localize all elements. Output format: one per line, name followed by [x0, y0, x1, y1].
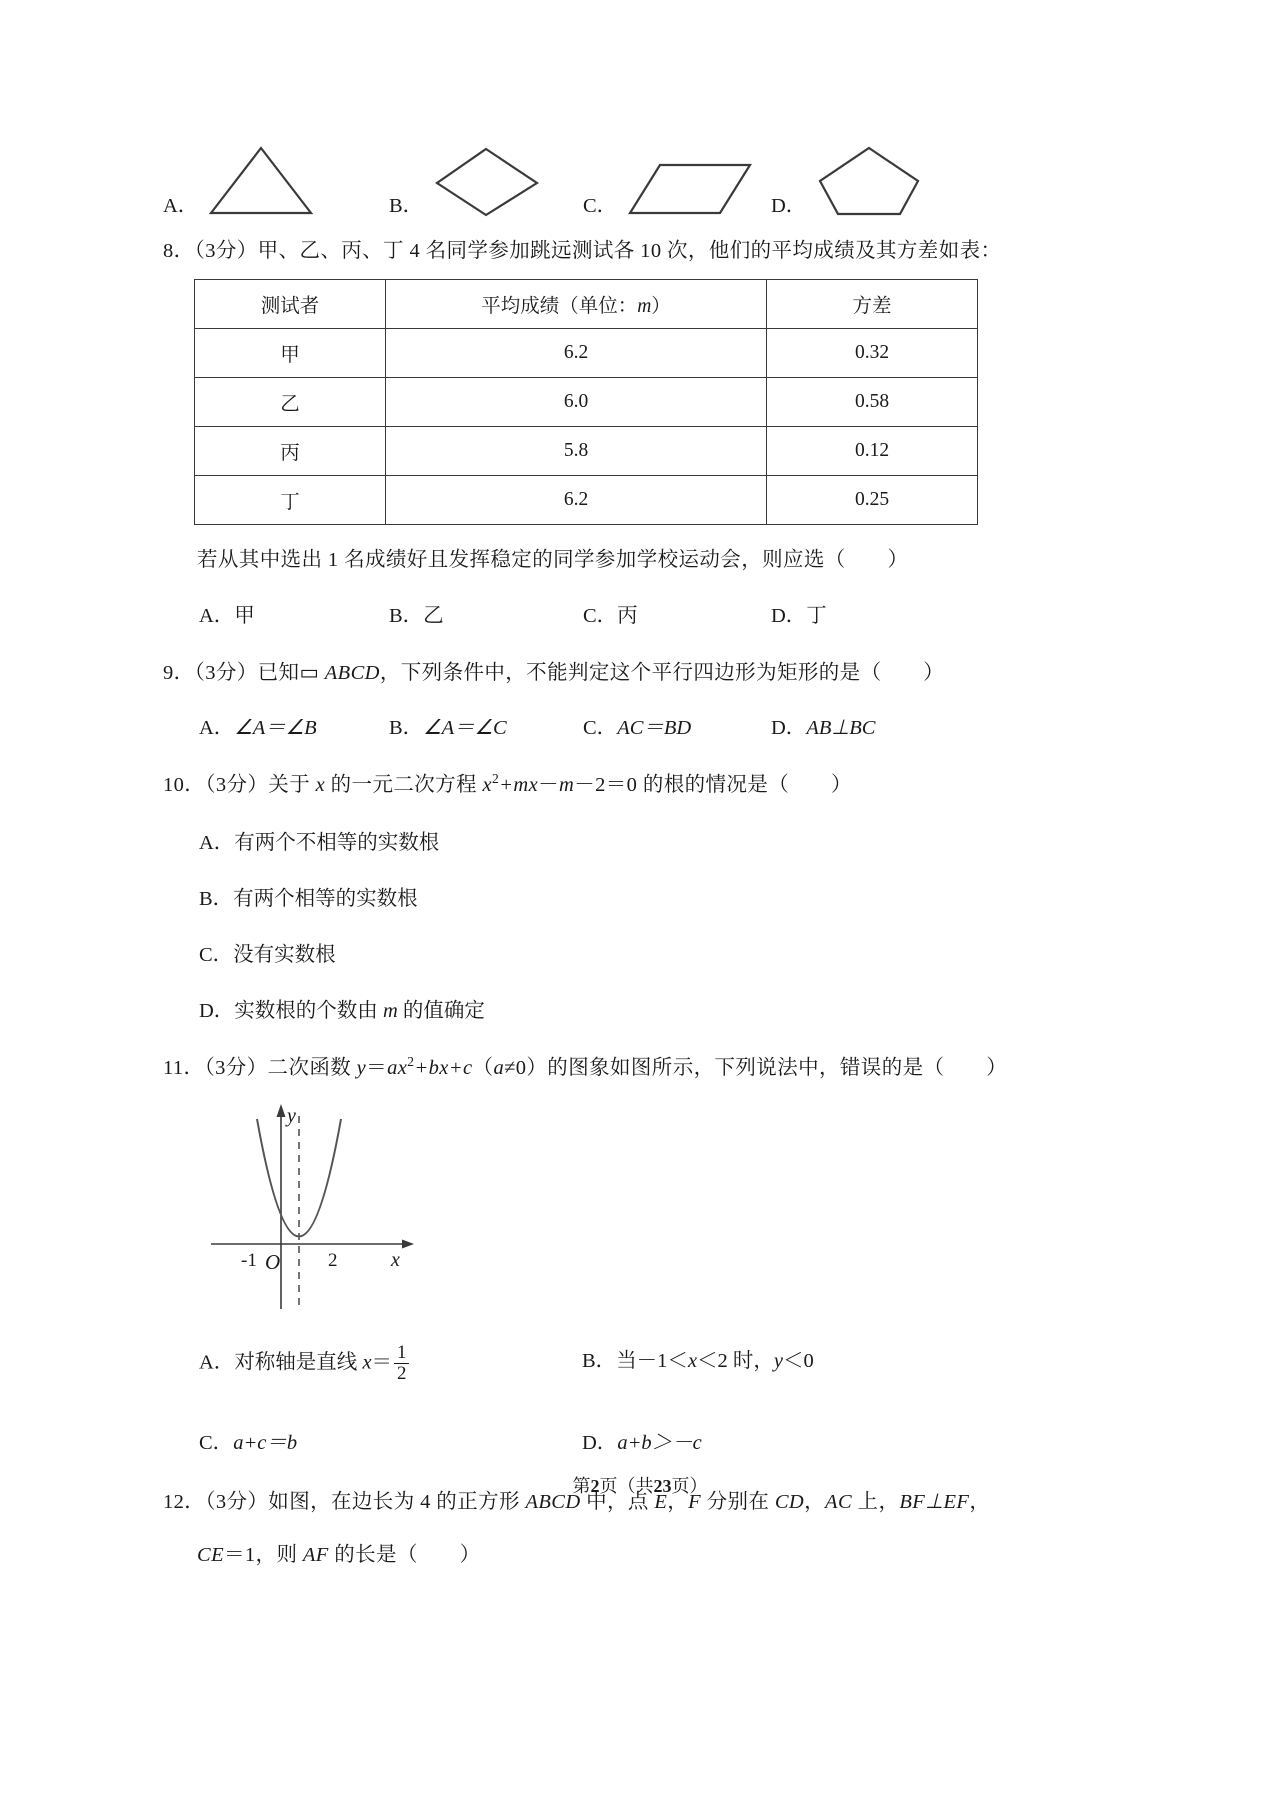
q10-option-d-pre: D．实数根的个数由	[199, 1000, 383, 1022]
q8-option-a[interactable]: A．甲	[199, 604, 255, 627]
q11-option-a-prefix: A．	[199, 1351, 235, 1374]
cell-average: 6.2	[386, 328, 767, 377]
q11-option-b-mid: ＜2 时，	[697, 1349, 774, 1372]
q11-option-b-post: ＜0	[783, 1349, 814, 1372]
q12-l1-f: F	[688, 1490, 702, 1513]
q7-option-c[interactable]	[583, 143, 755, 218]
q11-stem-ax: ax	[387, 1057, 408, 1079]
cell-variance: 0.12	[767, 426, 978, 475]
q10-option-d-post: 的值确定	[397, 1000, 485, 1022]
q12-l1-f2: 上，	[852, 1490, 900, 1513]
header-avg-pre: 平均成绩（单位：	[481, 295, 638, 317]
q11-option-a-text: 对称轴是直线	[234, 1351, 363, 1374]
q12-stem-line2	[163, 1540, 1108, 1571]
footer-page-number: 2	[590, 1476, 600, 1496]
q11-option-a-eq: ＝	[371, 1351, 393, 1374]
q9-option-c[interactable]	[583, 710, 691, 740]
fraction-numerator: 1	[397, 1341, 407, 1363]
q11-stem	[163, 1053, 1108, 1084]
q12-l2-af: AF	[302, 1543, 329, 1566]
q12-l1-d: 分别在	[701, 1490, 775, 1513]
q7-option-d[interactable]	[771, 143, 924, 218]
q9-option-c-prefix: C．	[583, 717, 618, 740]
parabola-graph	[201, 1094, 431, 1324]
q7-option-d-label: D．	[771, 194, 807, 217]
q10-stem-eq-tail: －2＝0 的根的情况是（ ）	[574, 774, 852, 797]
q12-l2-c: 的长是（ ）	[328, 1543, 481, 1566]
q10-stem-eq-rest: －	[538, 774, 559, 797]
q11-figure	[163, 1094, 1108, 1329]
q12-l1-bfef: BF⊥EF	[899, 1490, 970, 1513]
y-axis-arrow	[277, 1104, 286, 1117]
q10-option-b[interactable]: B．有两个相等的实数根	[199, 888, 418, 910]
q12-l1-e: E	[654, 1490, 668, 1513]
tick-label-2: 2	[328, 1249, 338, 1271]
cell-variance: 0.25	[767, 475, 978, 524]
cell-average: 6.0	[386, 377, 767, 426]
table-header-variance: 方差	[767, 279, 978, 328]
q7-options-row	[163, 118, 1108, 218]
fraction-denominator: 2	[394, 1363, 409, 1384]
q9-option-d-math: AB⊥BC	[806, 717, 876, 740]
table-row	[195, 475, 978, 524]
q12-l1-c: ，	[667, 1490, 689, 1513]
table-header-row	[195, 279, 978, 328]
x-axis-arrow	[402, 1239, 414, 1248]
q9-option-c-math: AC＝BD	[617, 717, 692, 740]
q9-stem-post: ，下列条件中，不能判定这个平行四边形为矩形的是（ ）	[379, 661, 945, 684]
y-axis-label: y	[287, 1104, 296, 1127]
q10-stem-exponent: 2	[491, 771, 500, 787]
table-row	[195, 426, 978, 475]
q11-option-d-prefix: D．	[582, 1431, 618, 1454]
q11-option-b-var: x	[687, 1349, 698, 1372]
q11-stem-a: 11．（3分）二次函数	[163, 1057, 357, 1079]
footer-total-pages: 23	[653, 1476, 672, 1496]
q12-l1-cd: CD	[774, 1490, 805, 1513]
q9-stem	[163, 658, 1108, 689]
q11-option-b[interactable]	[582, 1343, 814, 1373]
origin-label: O	[265, 1249, 281, 1274]
q9-option-a-math: ∠A＝∠B	[234, 717, 317, 740]
footer-suffix: 页）	[671, 1476, 708, 1496]
cell-name: 甲	[195, 328, 386, 377]
q11-stem-a3: a	[493, 1057, 505, 1079]
q10-stem-eq-m: m	[559, 774, 575, 797]
parallelogram-icon	[625, 143, 755, 218]
q11-option-b-pre: 当－1＜	[616, 1349, 688, 1372]
q8-option-d[interactable]: D．丁	[771, 604, 827, 627]
q11-options-row2	[163, 1425, 1108, 1459]
q11-options-row1	[163, 1343, 1108, 1395]
q9-option-a[interactable]	[199, 710, 317, 740]
q11-stem-y: y	[356, 1057, 367, 1079]
q9-stem-pre: 9．（3分）已知▭	[163, 661, 325, 684]
q10-option-a[interactable]: A．有两个不相等的实数根	[199, 832, 440, 854]
q9-option-a-prefix: A．	[199, 717, 235, 740]
q9-stem-abcd: ABCD	[324, 661, 380, 684]
q8-option-c[interactable]: C．丙	[583, 604, 638, 627]
q11-stem-rest: 的图象如图所示，下列说法中，错误的是（ ）	[547, 1057, 1008, 1079]
fraction-one-half	[394, 1343, 409, 1384]
q10-option-c[interactable]: C．没有实数根	[199, 944, 336, 966]
q9-option-d[interactable]	[771, 710, 875, 740]
q7-option-b[interactable]	[389, 143, 541, 218]
q9-options	[163, 710, 1108, 744]
q8-score-table	[194, 279, 978, 525]
q9-option-b-math: ∠A＝∠C	[423, 717, 507, 740]
q11-option-d[interactable]	[582, 1425, 702, 1455]
q7-option-c-label: C．	[583, 194, 618, 217]
q11-stem-ne: ≠0）	[504, 1057, 548, 1079]
q11-option-b-prefix: B．	[582, 1349, 617, 1372]
q9-option-b[interactable]	[389, 710, 507, 740]
rhombus-icon	[431, 143, 541, 218]
q11-option-a[interactable]	[199, 1343, 411, 1384]
q7-option-b-label: B．	[389, 194, 424, 217]
q10-stem-eq-mid: +mx	[499, 774, 539, 797]
pentagon-icon	[814, 143, 924, 218]
cell-name: 乙	[195, 377, 386, 426]
q11-stem-paren: （	[472, 1057, 494, 1079]
q12-l1-a: 12．（3分）如图，在边长为 4 的正方形	[163, 1490, 526, 1513]
footer-middle: 页（共	[599, 1476, 654, 1496]
parabola-curve	[257, 1119, 341, 1237]
table-header-tester: 测试者	[195, 279, 386, 328]
q10-stem-eq-x: x	[482, 774, 492, 797]
header-avg-post: ）	[651, 295, 671, 317]
q8-stem: 8．（3分）甲、乙、丙、丁 4 名同学参加跳远测试各 10 次，他们的平均成绩及其方差如表：	[163, 240, 1002, 262]
q10-option-d[interactable]	[163, 993, 1108, 1023]
cell-variance: 0.32	[767, 328, 978, 377]
q11-option-d-math: a+b＞－c	[617, 1431, 702, 1454]
q9-option-b-prefix: B．	[389, 717, 424, 740]
q11-option-c-math: a+c＝b	[233, 1431, 298, 1454]
q7-option-a[interactable]	[163, 143, 316, 218]
q11-stem-eq: ＝	[366, 1057, 388, 1079]
q12-l2-b: ＝1，则	[224, 1543, 303, 1566]
q10-stem	[163, 770, 1108, 801]
q11-option-c-prefix: C．	[199, 1431, 234, 1454]
q9-option-d-prefix: D．	[771, 717, 807, 740]
q11-option-b-var2: y	[773, 1349, 784, 1372]
table-row	[195, 377, 978, 426]
table-header-average	[386, 279, 767, 328]
page-footer	[0, 1472, 1280, 1498]
q8-option-b[interactable]: B．乙	[389, 604, 444, 627]
cell-variance: 0.58	[767, 377, 978, 426]
q10-stem-x: x	[315, 774, 326, 797]
q11-option-a-var: x	[362, 1351, 372, 1374]
cell-name: 丁	[195, 475, 386, 524]
cell-average: 6.2	[386, 475, 767, 524]
q11-option-c[interactable]	[199, 1425, 297, 1455]
q12-l1-e2: ，	[804, 1490, 826, 1513]
q8-question: 若从其中选出 1 名成绩好且发挥稳定的同学参加学校运动会，则应选（ ）	[197, 548, 909, 571]
footer-prefix: 第	[572, 1476, 591, 1496]
cell-average: 5.8	[386, 426, 767, 475]
q12-l1-abcd: ABCD	[525, 1490, 581, 1513]
header-avg-unit: m	[637, 295, 652, 317]
x-axis-label: x	[391, 1248, 400, 1271]
q10-option-d-m: m	[382, 1000, 398, 1022]
q11-stem-bxc: +bx+c	[414, 1057, 473, 1079]
q10-stem-a: 10．（3分）关于	[163, 774, 316, 797]
tick-label-neg1: -1	[241, 1249, 257, 1271]
triangle-icon	[206, 143, 316, 218]
q11-stem-exponent: 2	[407, 1054, 415, 1070]
q7-option-a-label: A．	[163, 194, 199, 217]
q10-stem-b: 的一元二次方程	[325, 774, 483, 797]
q8-options	[163, 598, 1108, 632]
q12-l1-b: 中，点	[580, 1490, 655, 1513]
cell-name: 丙	[195, 426, 386, 475]
q12-l1-ac: AC	[825, 1490, 853, 1513]
table-row	[195, 328, 978, 377]
q12-l2-ce: CE	[197, 1543, 224, 1566]
page-content	[163, 0, 1108, 1570]
q12-l1-g: ，	[969, 1490, 991, 1513]
